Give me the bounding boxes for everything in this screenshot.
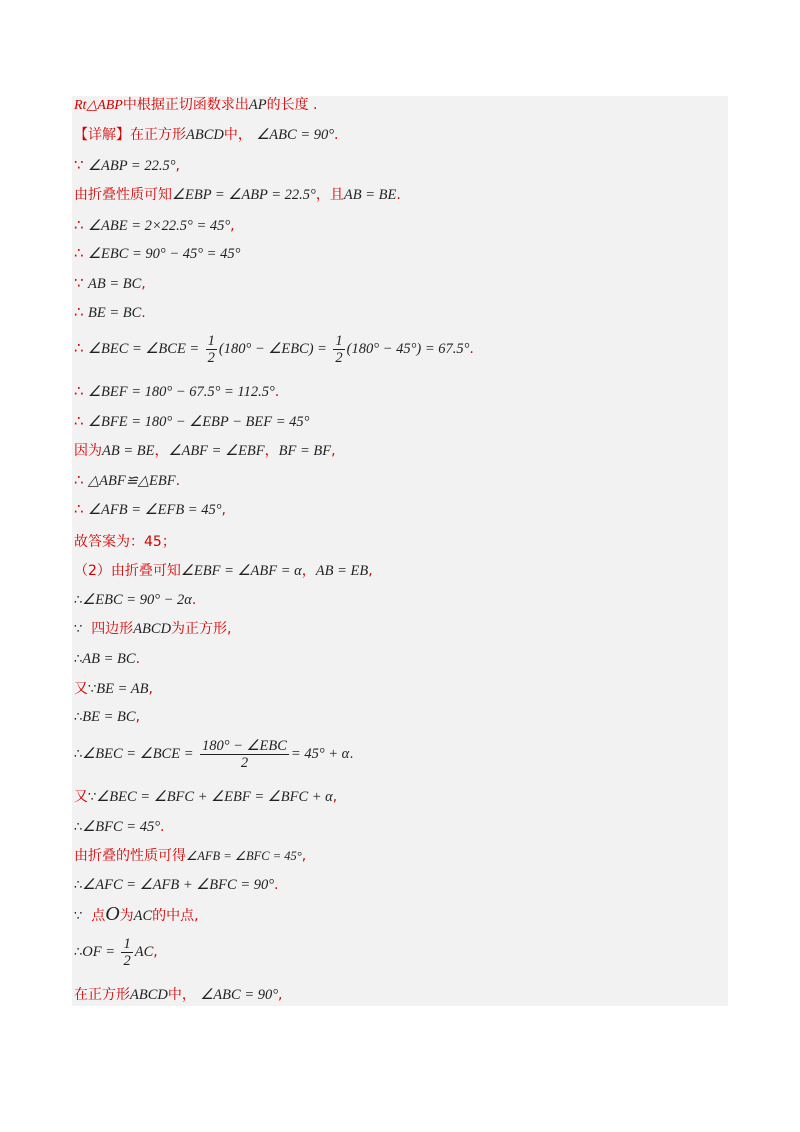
line-13: ∴ △ABF≌△EBF. [74,471,181,489]
line-28: ∴OF = $\frac{1}{2}$ AC, [74,935,158,969]
line-12: 因为AB = BE，∠ABF = ∠EBF，BF = BF, [74,443,336,459]
line-1: Rt△ABP中根据正切函数求出AP的长度 . [74,97,318,113]
fraction-one-half: $\frac{1}{2}$ [123,935,131,969]
line-25: 由折叠的性质可得∠AFB = ∠BFC = 45°, [74,848,307,864]
line-20: 又∵BE = AB, [74,681,153,697]
line-16: （2）由折叠可知∠EBF = ∠ABF = α，AB = EB, [74,563,373,579]
line-29: 在正方形ABCD中， ∠ABC = 90°, [74,987,283,1003]
line-5: ∴ ∠ABE = 2×22.5° = 45°, [74,216,235,234]
line-8: ∴ BE = BC. [74,303,146,321]
line-18: ∵ 四边形ABCD为正方形, [74,621,232,637]
line-17: ∴∠EBC = 90° − 2α. [74,592,197,608]
line-9: ∴ ∠BEC = ∠BCE = $\frac{1}{2}$ (180° − ∠EBC) = $\frac{1}{2}$ (180° − 45°) = 67.5°. [74,332,474,366]
line-3: ∵ ∠ABP = 22.5°, [74,156,180,174]
line-2: 【详解】在正方形ABCD中， ∠ABC = 90°. [74,127,339,143]
line-23: 又∵∠BEC = ∠BFC + ∠EBF = ∠BFC + α, [74,789,338,805]
line-24: ∴∠BFC = 45°. [74,819,165,835]
fraction-one-half: $\frac{1}{2}$ [335,332,343,366]
line-14: ∴ ∠AFB = ∠EFB = 45°, [74,500,226,518]
line-27: ∵ 点O为AC的中点, [74,903,199,925]
line-19: ∴AB = BC. [74,651,141,667]
line-15: 故答案为：45； [74,534,176,550]
line-10: ∴ ∠BEF = 180° − 67.5° = 112.5°. [74,382,280,400]
fraction-angle-expression: $\frac{\text{180° − ∠EBC}}{2}$ [201,737,287,771]
line-4: 由折叠性质可知∠EBP = ∠ABP = 22.5°，且AB = BE. [74,187,401,203]
fraction-one-half: $\frac{1}{2}$ [207,332,215,366]
line-26: ∴∠AFC = ∠AFB + ∠BFC = 90°. [74,877,279,893]
line-6: ∴ ∠EBC = 90° − 45° = 45° [74,244,241,262]
line-22: ∴∠BEC = ∠BCE = $\frac{\text{180° − ∠EBC}}{2}$ = 45° + α. [74,737,354,771]
line-7: ∵ AB = BC, [74,274,146,292]
line-21: ∴BE = BC, [74,709,141,725]
line-11: ∴ ∠BFE = 180° − ∠EBP − BEF = 45° [74,412,310,430]
